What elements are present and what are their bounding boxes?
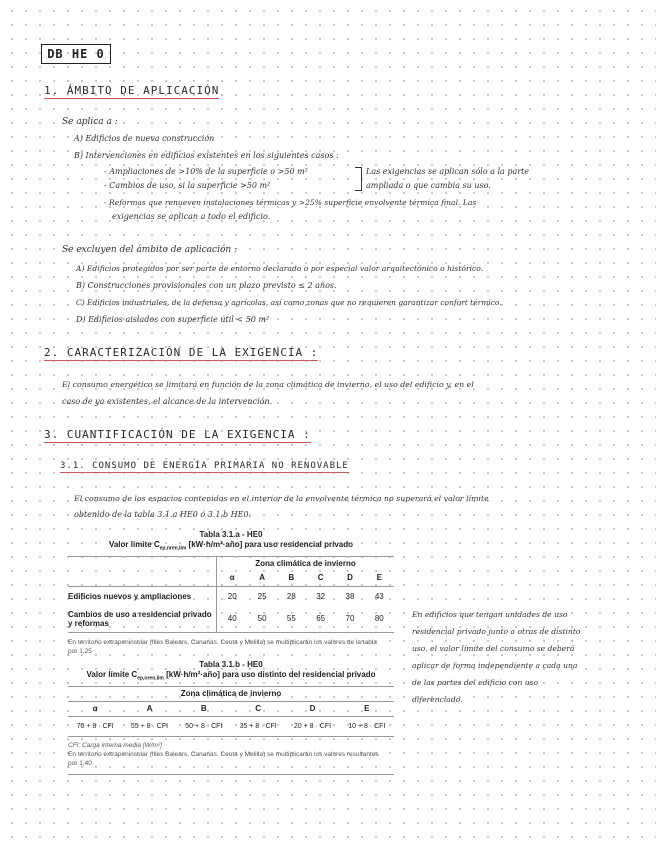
table-b-cell: 55 + 8 · CFI xyxy=(122,716,176,736)
table-b-cell: 10 + 8 · CFI xyxy=(340,716,394,736)
section-1-intro: Se aplica a : xyxy=(62,117,118,127)
section-2-line-2: caso de ya existentes, el alcance de la intervención. xyxy=(62,397,273,406)
table-a-cell: 80 xyxy=(365,606,394,632)
scope-item-a: A) Edificios de nueva construcción xyxy=(74,134,215,143)
section-3-heading: 3. CUANTIFICACIÓN DE LA EXIGENCIA : xyxy=(44,428,311,441)
section-2-heading: 2. CARACTERIZACIÓN DE LA EXIGENCIA : xyxy=(44,346,319,359)
table-b-cell: 70 + 8 · CFI xyxy=(68,716,122,736)
table-a-col: C xyxy=(306,570,335,586)
section-1-heading: 1. ÁMBITO DE APLICACIÓN xyxy=(44,84,220,97)
exclusions-intro: Se excluyen del ámbito de aplicación : xyxy=(62,245,238,255)
table-b-cell: 35 + 8 · CFI xyxy=(231,716,285,736)
table-a-col: A xyxy=(247,570,276,586)
side-note-line-1: En edificios que tengan unidades de uso xyxy=(412,610,568,619)
scope-sub-item-3-cont: exigencias se aplican a todo el edificio. xyxy=(112,212,271,221)
side-note-line-2: residencial privado junto a otras de distinto xyxy=(412,627,581,636)
table-a-zone-header: Zona climática de invierno xyxy=(217,556,395,570)
scope-item-b: B) Intervenciones en edificios existentes en los siguientes casos : xyxy=(74,151,339,160)
section-3-1-heading: 3.1. CONSUMO DE ENERGÍA PRIMARIA NO RENOVABLE xyxy=(60,461,349,471)
table-b-cell: 50 + 8 · CFI xyxy=(177,716,231,736)
table-b-bottom-rule xyxy=(68,774,394,775)
table-b-col: A xyxy=(122,701,176,716)
table-a-title: Tabla 3.1.a - HE0 xyxy=(199,530,263,539)
table-a-cell: 55 xyxy=(277,606,306,632)
table-a-grid xyxy=(68,556,394,633)
brace-note-line-2: ampliada o que cambia su uso. xyxy=(366,181,491,190)
document-title: DB HE 0 xyxy=(41,44,111,64)
table-b-zone-header: Zona climática de invierno xyxy=(68,686,394,698)
table-a-row-label: Edificios nuevos y ampliaciones xyxy=(68,591,192,601)
scope-sub-item-3: - Reformas que renueven instalaciones térmicas y >25% superficie envolvente térmica final. Las xyxy=(104,198,477,207)
table-b-col: α xyxy=(68,701,122,716)
table-row xyxy=(68,716,394,736)
exclusion-b: B) Construcciones provisionales con un plazo previsto ≤ 2 años. xyxy=(76,281,337,290)
table-a-cell: 32 xyxy=(316,591,326,601)
exclusion-d: D) Edificios aislados con superficie útil < 50 m² xyxy=(76,315,270,324)
table-a-subtitle: Valor límite $C_{ep,nren,lim}$ [kW·h/m²·año] para uso residencial privado xyxy=(108,540,354,552)
table-a-cell: 43 xyxy=(374,591,384,601)
table-b-col: E xyxy=(340,701,394,716)
section-3-1-line-1: El consumo de los espacios contenidos en el interior de la envolvente térmica no superará el valor límite xyxy=(74,494,489,503)
table-b-col: C xyxy=(231,701,285,716)
scope-sub-item-1: - Ampliaciones de >10% de la superficie o >50 m² xyxy=(104,167,308,176)
table-b-col: D xyxy=(285,701,339,716)
table-row xyxy=(68,606,394,632)
table-a-col: D xyxy=(335,570,364,586)
table-b-title: Tabla 3.1.b - HE0 xyxy=(199,660,263,669)
brace-mark xyxy=(355,167,362,191)
table-row xyxy=(68,586,394,606)
exclusion-c: C) Edificios industriales, de la defensa y agrícolas, así como zonas que no requieren garantizar confort térmico. xyxy=(76,298,502,307)
table-a-cell: 50 xyxy=(247,606,276,632)
table-a-col: α xyxy=(217,570,248,586)
table-b-grid xyxy=(68,701,394,737)
table-a-cell: 25 xyxy=(257,591,267,601)
exclusion-a: A) Edificios protegidos por ser parte de entorno declarado o por especial valor arquitectónico o histórico. xyxy=(76,264,484,273)
table-b-legend: CFI: Carga interna media [W/m²] xyxy=(68,741,162,749)
table-a-cell: 65 xyxy=(306,606,335,632)
table-a-cell: 70 xyxy=(335,606,364,632)
brace-note-line-1: Las exigencias se aplican sólo a la parte xyxy=(366,167,530,176)
table-3-1-a xyxy=(68,530,394,656)
table-a-cell: 20 xyxy=(217,586,248,606)
side-note-line-6: diferenciado. xyxy=(412,695,463,704)
table-a-row-label: Cambios de uso a residencial privado y reformas xyxy=(68,606,217,632)
section-3-1-line-2: obtenido de la tabla 3.1.a HE0 ó 3.1.b HE0. xyxy=(74,510,252,519)
table-b-cell: 20 + 8 · CFI xyxy=(285,716,339,736)
table-b-note: En territorio extrapeninsular (Illes Balears, Canarias, Ceuta y Melilla) se multiplicarán los valores resultantes por 1,40 xyxy=(68,750,379,767)
side-note-line-4: aplicar de forma independiente a cada una xyxy=(412,661,578,670)
scope-sub-item-2: - Cambios de uso, si la superficie >50 m² xyxy=(104,181,271,190)
table-a-note: En territorio extrapeninsular (Illes Balears, Canarias, Ceuta y Melilla) se multiplicarán los valores de la tabla por 1,25 xyxy=(68,638,377,655)
table-a-col: E xyxy=(365,570,394,586)
table-a-col: B xyxy=(277,570,306,586)
table-a-cell: 28 xyxy=(286,591,296,601)
section-2-line-1: El consumo energético se limitará en función de la zona climática de invierno, el uso del edificio y, en el xyxy=(62,380,474,389)
table-3-1-b xyxy=(68,660,394,775)
table-a-cell: 40 xyxy=(217,606,248,632)
side-note-line-3: uso, el valor límite del consumo se deberá xyxy=(412,644,575,653)
table-a-cell: 38 xyxy=(345,591,355,601)
side-note-line-5: de las partes del edificio con uso xyxy=(412,678,539,687)
table-b-col: B xyxy=(177,701,231,716)
table-b-subtitle: Valor límite $C_{ep,nren,lim}$ [kW·h/m²·año] para uso distinto del residencial privado xyxy=(86,670,376,682)
